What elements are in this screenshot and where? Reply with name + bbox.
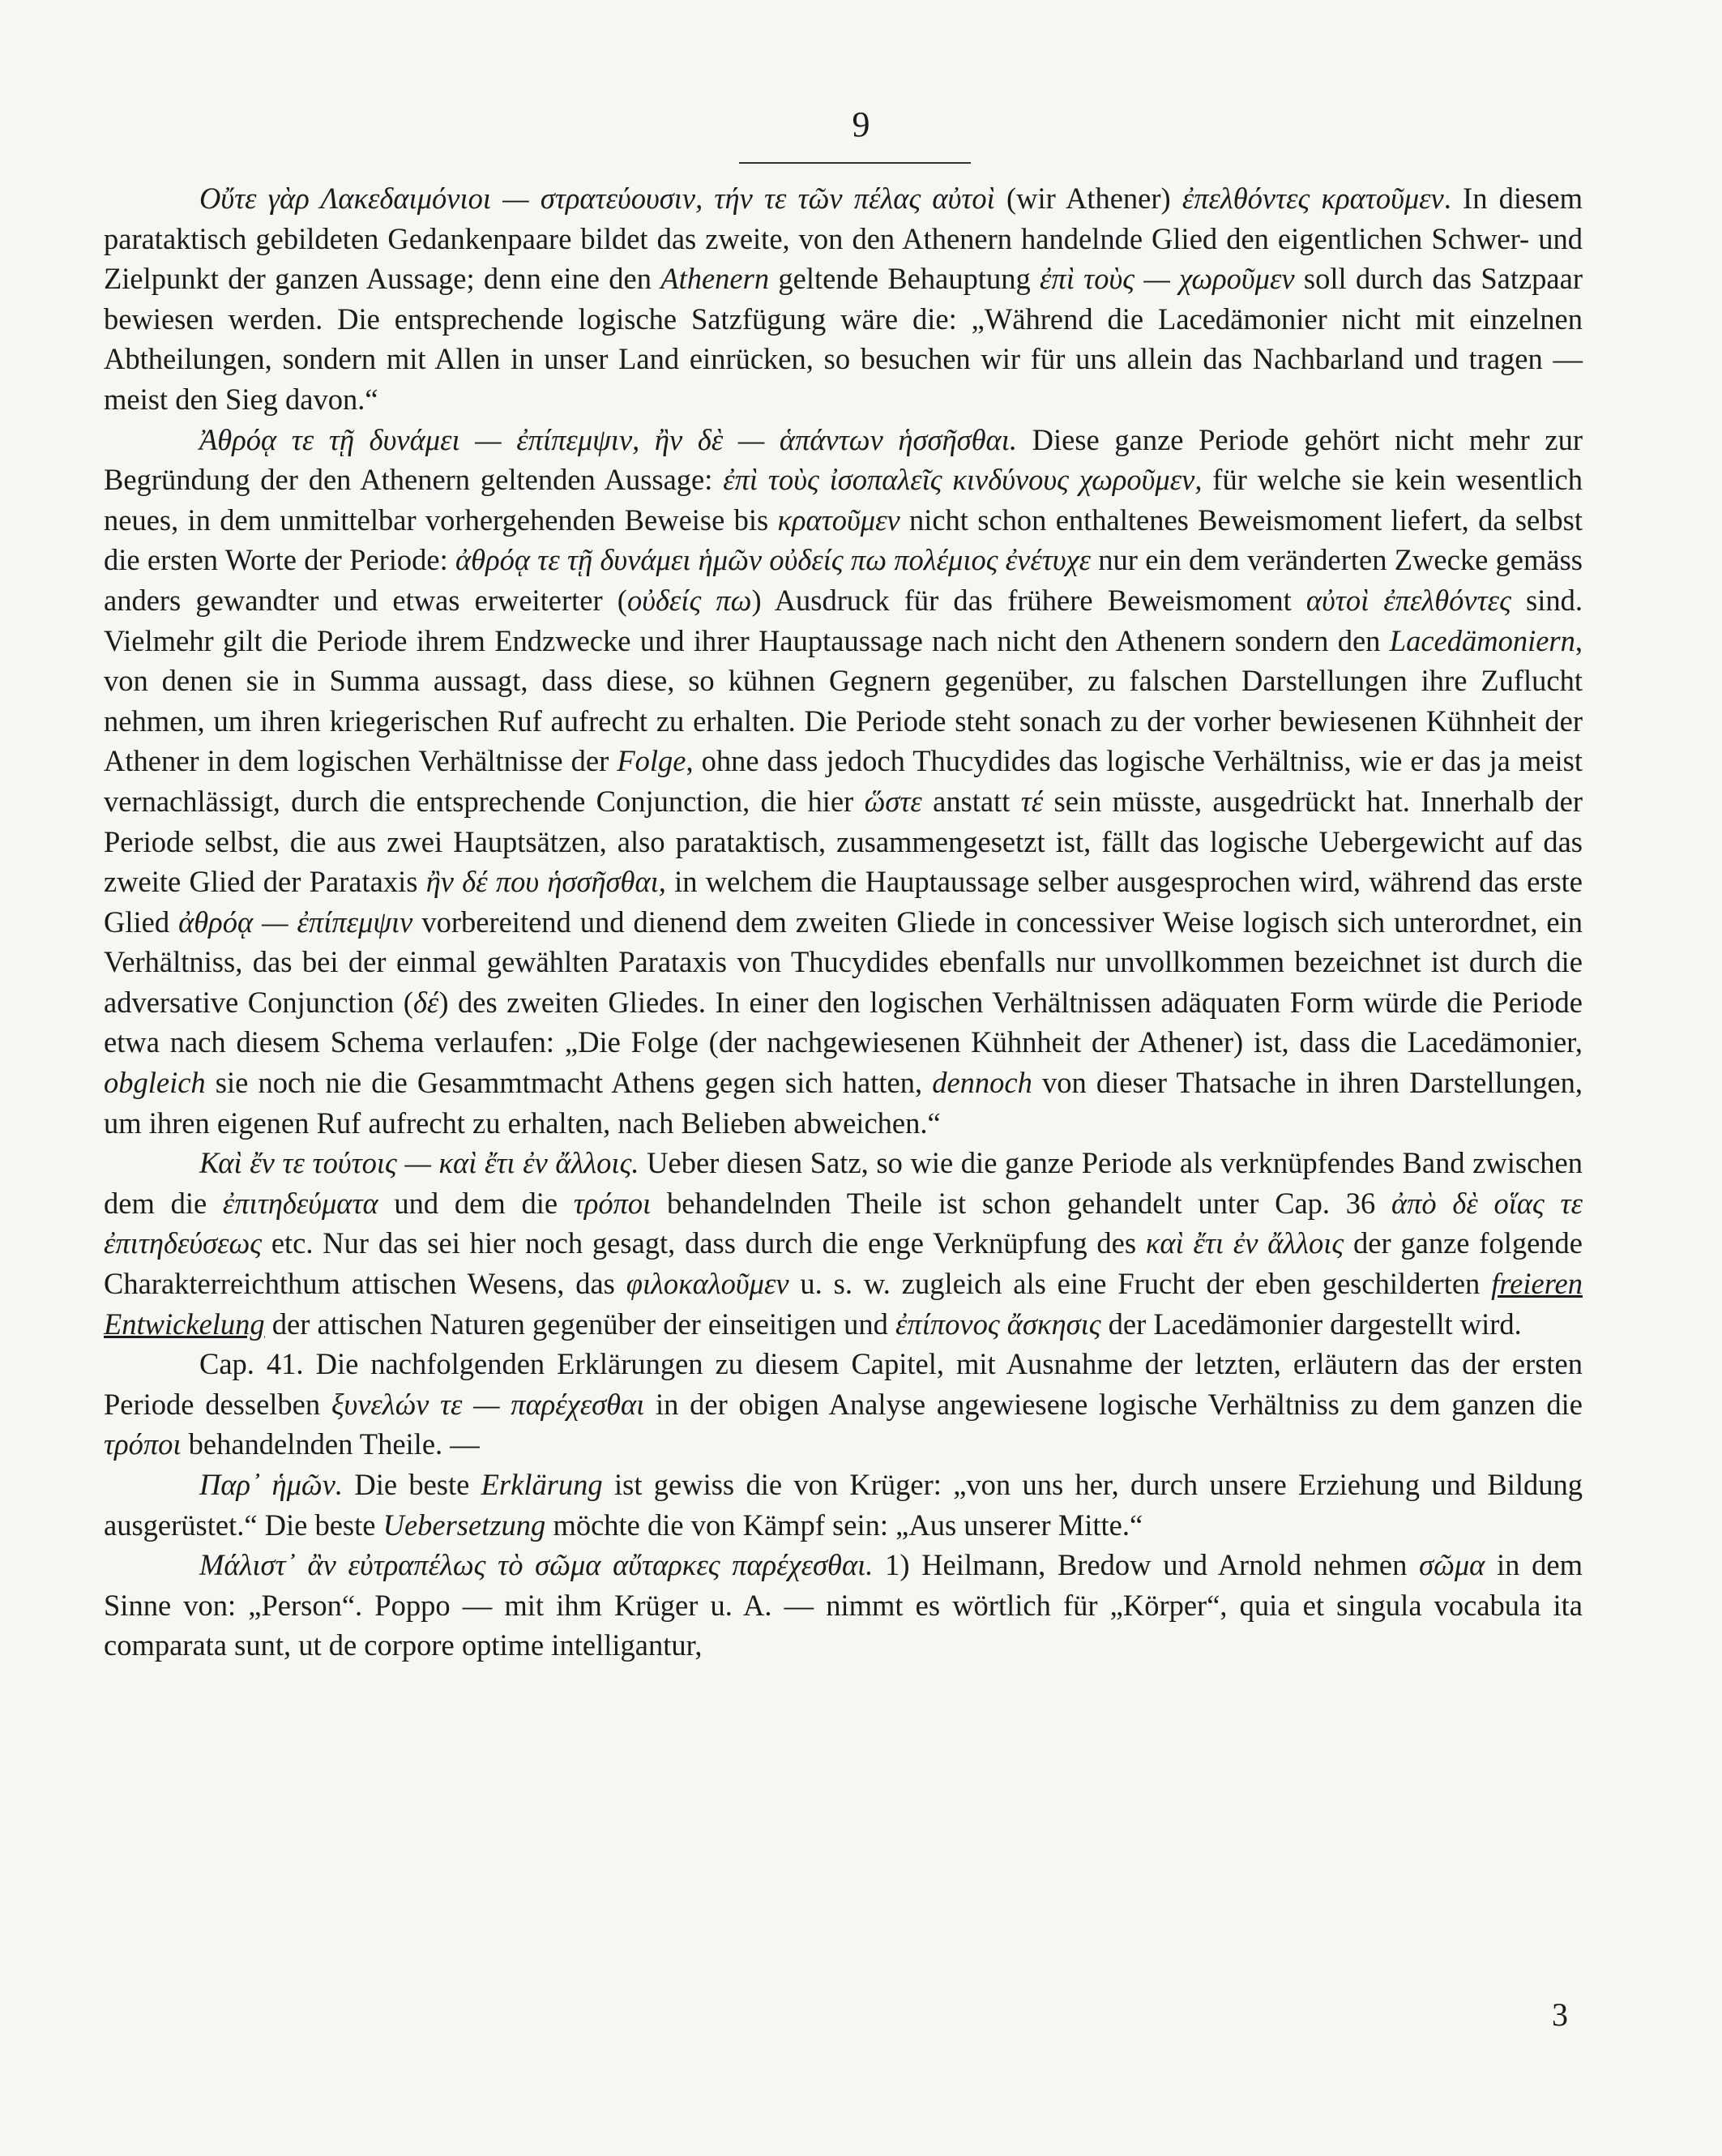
text: Die beste bbox=[343, 1468, 481, 1501]
greek-quote: ἐπὶ τοὺς — χωροῦμεν bbox=[1040, 262, 1295, 296]
greek-quote: Οὔτε γὰρ Λακεδαιμόνιοι — στρατεύουσιν, τήν τε τῶν πέλας αὐτοὶ bbox=[199, 182, 995, 215]
paragraph-6 bbox=[104, 1545, 1583, 1666]
text: der Lacedämonier dargestellt wird. bbox=[1100, 1307, 1522, 1341]
paragraph-1 bbox=[104, 178, 1583, 420]
greek-quote: Μάλιστ᾽ ἂν εὐτραπέλως τὸ σῶμα αὔταρκες παρέχεσθαι. bbox=[199, 1548, 874, 1582]
text: , von denen sie in Summa aussagt, dass diese, so kühnen Gegnern gegenüber, zu falschen Darstellungen ihre Zuflucht nehmen, um ihren kriegerischen Ruf aufrecht zu erhalten. Die Periode steht sonach zu der vorher bewiesenen Kühnheit der Athener in dem logischen Verhältnisse der bbox=[104, 623, 1583, 778]
greek-quote: Παρ᾽ ἡμῶν. bbox=[199, 1468, 344, 1501]
header-rule bbox=[739, 162, 971, 164]
italic-term: Uebersetzung bbox=[382, 1508, 546, 1542]
italic-term: obgleich bbox=[104, 1066, 206, 1100]
paragraph-2 bbox=[104, 420, 1583, 1144]
text: in welchem die Hauptaussage selber ausgesprochen wird, während das erste Glied bbox=[104, 865, 1583, 939]
text: ist gewiss die von Krüger: „von uns her, durch unsere Erziehung und Bildung ausgerüstet.“ Die beste bbox=[104, 1468, 1583, 1542]
text: sein müsste, ausgedrückt hat. Innerhalb der Periode selbst, die aus zwei Hauptsätzen, also parataktisch, zusammengesetzt ist, fällt das logische Uebergewicht auf das zweite Glied der Parataxis bbox=[104, 784, 1583, 899]
text: in dem Sinne von: „Person“. Poppo — mit ihm Krüger u. A. — nimmt es wörtlich für „Körper“, quia et singula vocabula ita comparata sunt, ut de corpore optime intelligantur, bbox=[104, 1548, 1583, 1662]
text: Diese ganze Periode gehört nicht mehr zur Begründung der den Athenern geltenden Aussage: bbox=[104, 422, 1583, 497]
text: der attischen Naturen gegenüber der einseitigen und bbox=[264, 1307, 896, 1341]
text: , ohne dass jedoch Thucydides das logische Verhältniss, wie er das ja meist vernachlässigt, durch die entsprechende Conjunction, die hier bbox=[104, 744, 1583, 818]
italic-term: freieren Entwickelung bbox=[104, 1267, 1583, 1341]
text: . In diesem parataktisch gebildeten Gedankenpaare bildet das zweite, von den Athenern handelnde Glied den eigentlichen Schwer- und Zielpunkt der ganzen Aussage; denn eine den bbox=[104, 182, 1583, 296]
text: u. s. w. zugleich als eine Frucht der eben geschilderten bbox=[788, 1267, 1492, 1301]
greek-quote: ὥστε bbox=[864, 784, 922, 818]
greek-quote: ἀθρόᾳ — ἐπίπεμψιν bbox=[178, 905, 413, 939]
text: in der obigen Analyse angewiesene logische Verhältniss zu dem ganzen die bbox=[644, 1387, 1583, 1421]
text: anstatt bbox=[921, 784, 1021, 818]
greek-quote: ἐπιτηδεύματα bbox=[222, 1186, 378, 1220]
body-text bbox=[104, 178, 1583, 1666]
greek-quote: ξυνελών τε — παρέχεσθαι bbox=[331, 1387, 645, 1421]
text: sie noch nie die Gesammtmacht Athens gegen sich hatten, bbox=[205, 1066, 933, 1100]
text: (wir Athener) bbox=[994, 182, 1182, 215]
text: nicht schon enthaltenes Beweismoment liefert, da selbst die ersten Worte der Periode: bbox=[104, 503, 1583, 577]
text: ) Ausdruck für das frühere Beweismoment bbox=[751, 583, 1306, 617]
greek-quote: καὶ ἔτι ἐν ἄλλοις bbox=[1145, 1226, 1344, 1260]
greek-quote: δέ bbox=[412, 985, 439, 1019]
text: und dem die bbox=[378, 1186, 574, 1220]
text: der ganze folgende Charakterreichthum attischen Wesens, das bbox=[104, 1226, 1583, 1301]
text: geltende Behauptung bbox=[769, 262, 1040, 296]
greek-quote: Ἀθρόᾳ τε τῇ δυνάμει — ἐπίπεμψιν, ἢν δὲ — ἁπάντων ἡσσῆσθαι. bbox=[199, 422, 1017, 456]
greek-quote: οὐδείς πω bbox=[626, 583, 752, 617]
text: vorbereitend und dienend dem zweiten Gliede in concessiver Weise logisch sich unterordnet, ein Verhältniss, das bei der einmal gewählten Parataxis von Thucydides ebenfalls nur unvollkommen bezeichnet ist durch die adversative Conjunction ( bbox=[104, 905, 1583, 1019]
text: sind. Vielmehr gilt die Periode ihrem Endzwecke und ihrer Hauptaussage nach nicht den Athenern sondern den bbox=[104, 583, 1583, 657]
greek-quote: Καὶ ἔν τε τούτοις — καὶ ἔτι ἐν ἄλλοις. bbox=[199, 1146, 639, 1180]
text: Ueber diesen Satz, so wie die ganze Periode als verknüpfendes Band zwischen dem die bbox=[104, 1146, 1583, 1220]
greek-quote: ἐπίπονος ἄσκησις bbox=[895, 1307, 1101, 1341]
text: behandelnden Theile. — bbox=[181, 1427, 480, 1461]
text: 1) Heilmann, Bredow und Arnold nehmen bbox=[873, 1548, 1420, 1582]
text: etc. Nur das sei hier noch gesagt, dass durch die enge Verknüpfung des bbox=[262, 1226, 1146, 1260]
paragraph-3 bbox=[104, 1143, 1583, 1344]
text: soll durch das Satzpaar bewiesen werden. Die entsprechende logische Satzfügung wäre die: „Während die Lacedämonier nicht mit einzelnen Abtheilungen, sondern mit Allen in unser Land einrücken, so besuchen wir für uns allein das Nachbarland und tragen — meist den Sieg davon.“ bbox=[104, 262, 1583, 416]
paragraph-5 bbox=[104, 1465, 1583, 1545]
greek-quote: τέ bbox=[1020, 784, 1044, 818]
greek-quote: ἐπελθόντες κρατοῦμεν bbox=[1181, 182, 1444, 215]
greek-quote: ἢν δέ που ἡσσῆσθαι, bbox=[425, 865, 666, 899]
text: Cap. 41. Die nachfolgenden Erklärungen zu diesem Capitel, mit Ausnahme der letzten, erläutern das der ersten Periode desselben bbox=[104, 1347, 1583, 1421]
italic-term: Erklärung bbox=[481, 1468, 603, 1501]
greek-quote: σῶμα bbox=[1419, 1548, 1485, 1582]
italic-term: Athenern bbox=[660, 262, 770, 296]
paragraph-4 bbox=[104, 1344, 1583, 1465]
greek-quote: τρόποι bbox=[573, 1186, 652, 1220]
greek-quote: ἀθρόᾳ τε τῇ δυνάμει ἡμῶν οὐδείς πω πολέμιος ἐνέτυχε bbox=[455, 543, 1092, 577]
greek-quote: αὐτοὶ ἐπελθόντες bbox=[1305, 583, 1511, 617]
text: ) des zweiten Gliedes. In einer den logischen Verhältnissen adäquaten Form würde die Periode etwa nach diesem Schema verlaufen: „Die Folge (der nachgewiesenen Kühnheit der Athener) ist, dass die Lacedämonier, bbox=[104, 985, 1583, 1059]
text: für welche sie kein wesentlich neues, in dem unmittelbar vorhergehenden Beweise bis bbox=[104, 463, 1583, 537]
page-number: 9 bbox=[852, 105, 870, 144]
greek-quote: κρατοῦμεν bbox=[777, 503, 900, 537]
text: nur ein dem veränderten Zwecke gemäss anders gewandter und etwas erweiterter ( bbox=[104, 543, 1583, 617]
italic-term: dennoch bbox=[932, 1066, 1032, 1100]
signature-mark: 3 bbox=[1552, 1996, 1568, 2033]
greek-quote: ἐπὶ τοὺς ἰσοπαλεῖς κινδύνους χωροῦμεν, bbox=[723, 463, 1203, 497]
italic-term: Lacedämoniern bbox=[1389, 623, 1575, 657]
greek-quote: τρόποι bbox=[104, 1427, 182, 1461]
greek-quote: ἀπὸ δὲ οἵας τε ἐπιτηδεύσεως bbox=[104, 1186, 1583, 1260]
text: von dieser Thatsache in ihren Darstellungen, um ihren eigenen Ruf aufrecht zu erhalten, nach Belieben abweichen.“ bbox=[104, 1066, 1583, 1140]
text: möchte die von Kämpf sein: „Aus unserer Mitte.“ bbox=[545, 1508, 1143, 1542]
italic-term: Folge bbox=[617, 744, 686, 778]
text: behandelnden Theile ist schon gehandelt unter Cap. 36 bbox=[651, 1186, 1391, 1220]
greek-quote: φιλοκαλοῦμεν bbox=[626, 1267, 789, 1301]
